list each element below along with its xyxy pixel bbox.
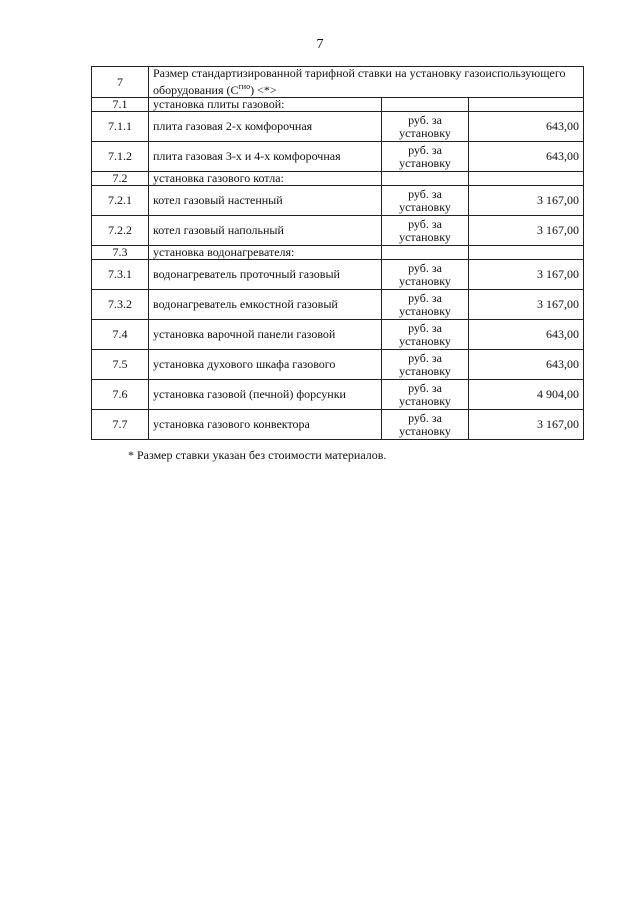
row-price <box>469 172 584 186</box>
row-unit: руб. за установку <box>382 290 469 320</box>
row-price: 3 167,00 <box>469 410 584 440</box>
row-unit: руб. за установку <box>382 186 469 216</box>
section-row <box>92 246 584 260</box>
row-price <box>469 246 584 260</box>
row-description: плита газовая 2-х комфорочная <box>149 112 382 142</box>
row-price: 643,00 <box>469 320 584 350</box>
row-description: плита газовая 3-х и 4-х комфорочная <box>149 142 382 172</box>
row-price: 643,00 <box>469 350 584 380</box>
row-unit: руб. за установку <box>382 142 469 172</box>
row-unit: руб. за установку <box>382 260 469 290</box>
table-row <box>92 290 584 320</box>
row-description: котел газовый напольный <box>149 216 382 246</box>
table-row <box>92 260 584 290</box>
row-price: 3 167,00 <box>469 260 584 290</box>
table-row <box>92 410 584 440</box>
row-description: водонагреватель проточный газовый <box>149 260 382 290</box>
row-description: установка плиты газовой: <box>149 98 382 112</box>
header-suffix: ) <*> <box>250 83 277 97</box>
table-row <box>92 112 584 142</box>
row-number: 7.3.1 <box>92 260 149 290</box>
footnote: * Размер ставки указан без стоимости материалов. <box>128 448 387 462</box>
row-number: 7.4 <box>92 320 149 350</box>
section-row <box>92 98 584 112</box>
row-unit: руб. за установку <box>382 410 469 440</box>
row-number: 7.2.2 <box>92 216 149 246</box>
row-price <box>469 98 584 112</box>
row-number: 7.1.1 <box>92 112 149 142</box>
row-price: 3 167,00 <box>469 186 584 216</box>
tariff-table <box>91 66 584 440</box>
row-unit: руб. за установку <box>382 112 469 142</box>
table-header-row <box>92 67 584 98</box>
table-row <box>92 216 584 246</box>
header-text: Размер стандартизированной тарифной ставки на установку газоиспользующего оборудования (C <box>153 66 566 97</box>
row-description: установка газового конвектора <box>149 410 382 440</box>
row-number: 7.6 <box>92 380 149 410</box>
table-row <box>92 186 584 216</box>
row-number: 7.1 <box>92 98 149 112</box>
table-row <box>92 320 584 350</box>
row-unit <box>382 246 469 260</box>
row-unit <box>382 98 469 112</box>
page-number: 7 <box>316 37 324 52</box>
row-description: установка духового шкафа газового <box>149 350 382 380</box>
table-row <box>92 380 584 410</box>
row-number: 7.2 <box>92 172 149 186</box>
row-price: 643,00 <box>469 112 584 142</box>
row-number: 7.3.2 <box>92 290 149 320</box>
row-price: 4 904,00 <box>469 380 584 410</box>
row-description: установка газовой (печной) форсунки <box>149 380 382 410</box>
row-number: 7.7 <box>92 410 149 440</box>
row-unit: руб. за установку <box>382 320 469 350</box>
row-unit: руб. за установку <box>382 350 469 380</box>
header-title <box>149 67 584 98</box>
row-price: 643,00 <box>469 142 584 172</box>
header-num: 7 <box>92 67 149 98</box>
section-row <box>92 172 584 186</box>
row-unit: руб. за установку <box>382 216 469 246</box>
row-price: 3 167,00 <box>469 216 584 246</box>
row-number: 7.3 <box>92 246 149 260</box>
table-row <box>92 350 584 380</box>
row-description: водонагреватель емкостной газовый <box>149 290 382 320</box>
row-number: 7.2.1 <box>92 186 149 216</box>
row-description: установка водонагревателя: <box>149 246 382 260</box>
row-number: 7.1.2 <box>92 142 149 172</box>
row-unit: руб. за установку <box>382 380 469 410</box>
row-number: 7.5 <box>92 350 149 380</box>
row-unit <box>382 172 469 186</box>
row-description: котел газовый настенный <box>149 186 382 216</box>
table-row <box>92 142 584 172</box>
row-description: установка газового котла: <box>149 172 382 186</box>
row-price: 3 167,00 <box>469 290 584 320</box>
row-description: установка варочной панели газовой <box>149 320 382 350</box>
header-sup: гиo <box>238 82 251 91</box>
